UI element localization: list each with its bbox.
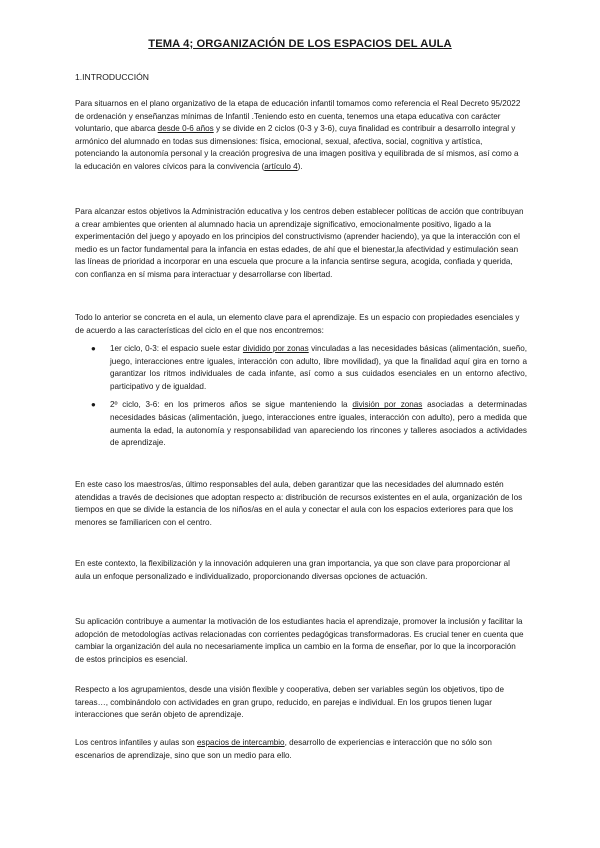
paragraph-centers xyxy=(75,737,527,762)
paragraph-objectives: Para alcanzar estos objetivos la Administración educativa y los centros deben establecer políticas de acción que contribuyan a crear ambientes que orienten al alumnado hacia un aprendizaje significativo, emocionalmente positivo, ligado a la experimentación del juego y apoyado en los principios del constructivismo (aprender haciendo), ya que la interacción con el medio es un factor fundamental para la infancia en estas edades, de ahí que el bienestar,la afectividad y estimulación sean las líneas de prioridad a incorporar en una escuela que procure a la infancia sentirse segura, acogida, confiada y querida, con confianza en sí misma para interactuar y desarrollarse con libertad. xyxy=(75,207,524,279)
link-exchange-spaces[interactable]: espacios de intercambio xyxy=(196,738,285,747)
cycle-list xyxy=(75,343,527,456)
text-run: Los centros infantiles y aulas son xyxy=(75,738,197,747)
text-run: 2º ciclo, 3-6: en los primeros años se sigue manteniendo la xyxy=(110,400,353,410)
section-heading: 1.INTRODUCCIÓN xyxy=(75,72,150,82)
link-divided-zones[interactable]: dividido por zonas xyxy=(242,344,309,353)
list-item-cycle-1 xyxy=(75,343,527,393)
bullet-icon: ● xyxy=(91,400,96,410)
document-title: TEMA 4; ORGANIZACIÓN DE LOS ESPACIOS DEL AULA xyxy=(148,38,452,50)
text-run: vinculadas a las necesidades básicas (alimentación, sueño, juego, interacciones entre iguales, interacción con adulto, libre movilidad), ya que la finalidad aquí gira en torno a garantizar los ritmos individuales de cada infante, así como a sus cuidados esenciales en un entorno afectivo, participativo y de igualdad. xyxy=(110,344,528,391)
text-run: y se divide en 2 ciclos (0-3 y 3-6), cuya finalidad es contribuir a desarrollo integral y armónico del alumnado en todas sus dimensiones: física, emocional, sexual, afectiva, social, cognitiva y artística, potenciando la autonomía personal y la creación progresiva de una imagen positiva y equilibrada de sí mismos, así como a la educación en valores cívicos para la convivencia ( xyxy=(75,124,519,171)
paragraph-application: Su aplicación contribuye a aumentar la motivación de los estudiantes hacia el aprendizaje, promover la inclusión y facilitar la adopción de metodologías activas relacionadas con corrientes pedagógicas transformadoras. Es crucial tener en cuenta que cambiar la organización del aula no necesariamente implica un cambio en la forma de enseñar, por lo que la incorporación de estos principios es esencial. xyxy=(75,617,524,664)
list-item-cycle-2 xyxy=(75,399,527,449)
text-run: 1er ciclo, 0-3: el espacio suele estar xyxy=(110,344,243,353)
link-article-4[interactable]: artículo 4 xyxy=(264,161,298,171)
text-run: asociadas a determinadas necesidades básicas (alimentación, juego, interacciones entre iguales, interacción con adulto), pero a medida que aumenta la edad, la autonomía y responsabilidad van apareciendo los rincones y talleres asociados a actividades de aprendizaje. xyxy=(110,400,527,448)
paragraph-intro xyxy=(75,98,527,174)
text-run: Para situarnos en el plano organizativo de la etapa de educación infantil tomamos como referencia el Real Decreto 95/2022 de ordenación y enseñanzas mínimas de Infantil .Teniendo esto en cuenta, tenemos una etapa educativa con carácter voluntario, que abarca xyxy=(75,99,521,134)
paragraph-aula: Todo lo anterior se concreta en el aula, un elemento clave para el aprendizaje. Es un espacio con propiedades esenciales y de acuerdo a las características del ciclo en el que nos encontremos: xyxy=(75,313,520,335)
paragraph-flexibility: En este contexto, la flexibilización y la innovación adquieren una gran importancia, ya que son clave para proporcionar al aula un enfoque personalizado e individualizado, proporcionando diversas opciones de actuación. xyxy=(75,559,510,581)
link-age-range[interactable]: desde 0-6 años xyxy=(157,124,214,134)
text-run: , desarrollo de experiencias e interacción que no sólo son escenarios de aprendizaje, sino que son un medio para ello. xyxy=(75,738,492,760)
bullet-icon: ● xyxy=(91,344,96,353)
link-division-zones[interactable]: división por zonas xyxy=(352,400,423,410)
paragraph-teachers: En este caso los maestros/as, último responsables del aula, deben garantizar que las necesidades del alumnado estén atendidas a través de decisiones que adoptan respecto a: distribución de recursos existentes en el aula, organización de los tiempos en que se divide la estancia de los niños/as en el aula y conectar el aula con los espacios exteriores para que los menores se familiaricen con el centro. xyxy=(75,480,523,527)
paragraph-grouping: Respecto a los agrupamientos, desde una visión flexible y cooperativa, deben ser variables según los objetivos, tipo de tareas…, combinándolo con actividades en gran grupo, reducido, en parejas e individual. En los grupos tienen lugar interacciones que serán objeto de aprendizaje. xyxy=(75,685,505,720)
text-run: ). xyxy=(297,161,303,171)
